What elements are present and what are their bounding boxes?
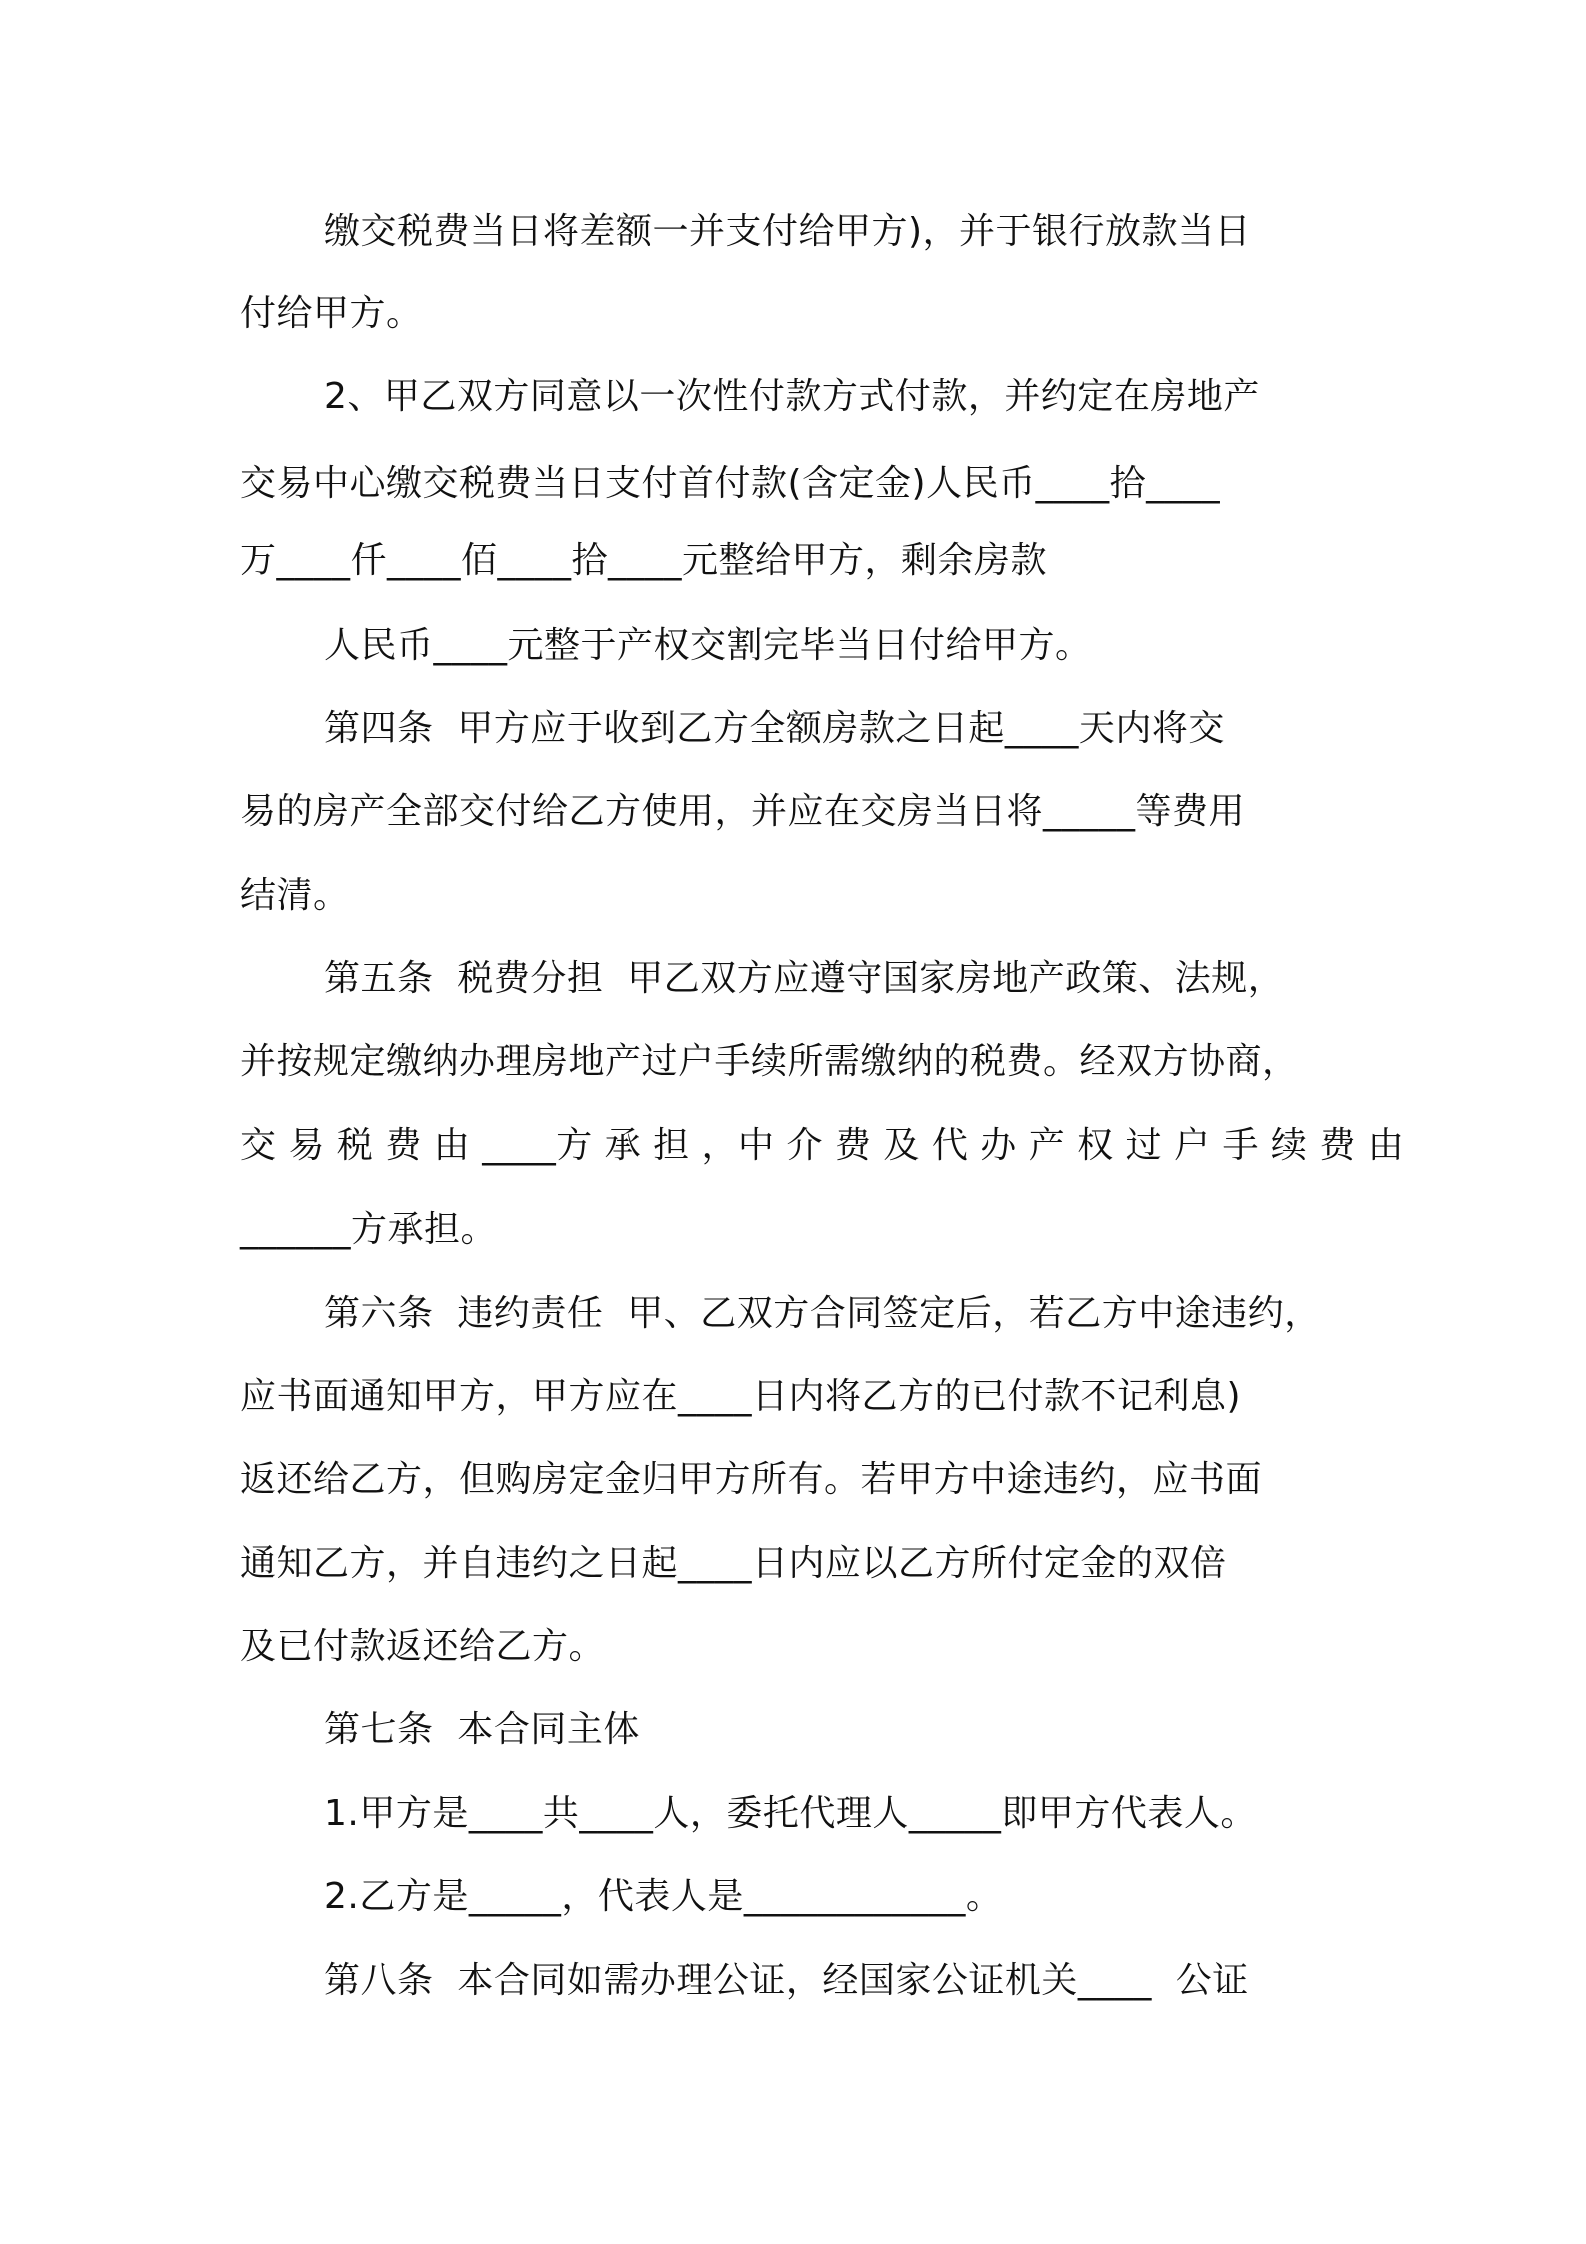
- text-line-18: 及已付款返还给乙方。: [240, 1626, 606, 1667]
- text-line-20: 1.甲方是____共____人，委托代理人_____即甲方代表人。: [324, 1793, 1257, 1834]
- text-line-16: 返还给乙方，但购房定金归甲方所有。若甲方中途违约，应书面: [240, 1459, 1263, 1500]
- text-line-10: 第五条 税费分担 甲乙双方应遵守国家房地产政策、法规，: [324, 958, 1285, 999]
- text-line-1: 缴交税费当日将差额一并支付给甲方)，并于银行放款当日: [324, 211, 1252, 252]
- text-line-5: 万____仟____佰____拾____元整给甲方，剩余房款: [240, 540, 1048, 581]
- text-line-13: ______方承担。: [240, 1209, 498, 1250]
- text-line-19: 第七条 本合同主体: [324, 1709, 640, 1750]
- text-line-22: 第八条 本合同如需办理公证，经国家公证机关____ 公证: [324, 1960, 1249, 2001]
- text-line-15: 应书面通知甲方，甲方应在____日内将乙方的已付款不记利息): [240, 1376, 1242, 1417]
- text-line-7: 第四条 甲方应于收到乙方全额房款之日起____天内将交: [324, 708, 1225, 749]
- text-line-17: 通知乙方，并自违约之日起____日内应以乙方所付定金的双倍: [240, 1543, 1227, 1584]
- text-line-4: 交易中心缴交税费当日支付首付款(含定金)人民币____拾____: [240, 463, 1221, 504]
- text-line-8: 易的房产全部交付给乙方使用，并应在交房当日将_____等费用: [240, 791, 1246, 832]
- text-line-2: 付给甲方。: [240, 293, 423, 334]
- text-line-3: 2、甲乙双方同意以一次性付款方式付款，并约定在房地产: [324, 376, 1260, 417]
- text-line-21: 2.乙方是_____，代表人是____________。: [324, 1876, 1003, 1917]
- text-line-12: 交 易 税 费 由 ____方 承 担 ，中 介 费 及 代 办 产 权 过 户 手 续 费 由: [240, 1125, 1405, 1166]
- text-line-11: 并按规定缴纳办理房地产过户手续所需缴纳的税费。经双方协商，: [240, 1041, 1299, 1082]
- text-line-6: 人民币____元整于产权交割完毕当日付给甲方。: [324, 625, 1092, 666]
- text-line-9: 结清。: [240, 875, 350, 916]
- text-line-14: 第六条 违约责任 甲、乙双方合同签定后，若乙方中途违约，: [324, 1293, 1321, 1334]
